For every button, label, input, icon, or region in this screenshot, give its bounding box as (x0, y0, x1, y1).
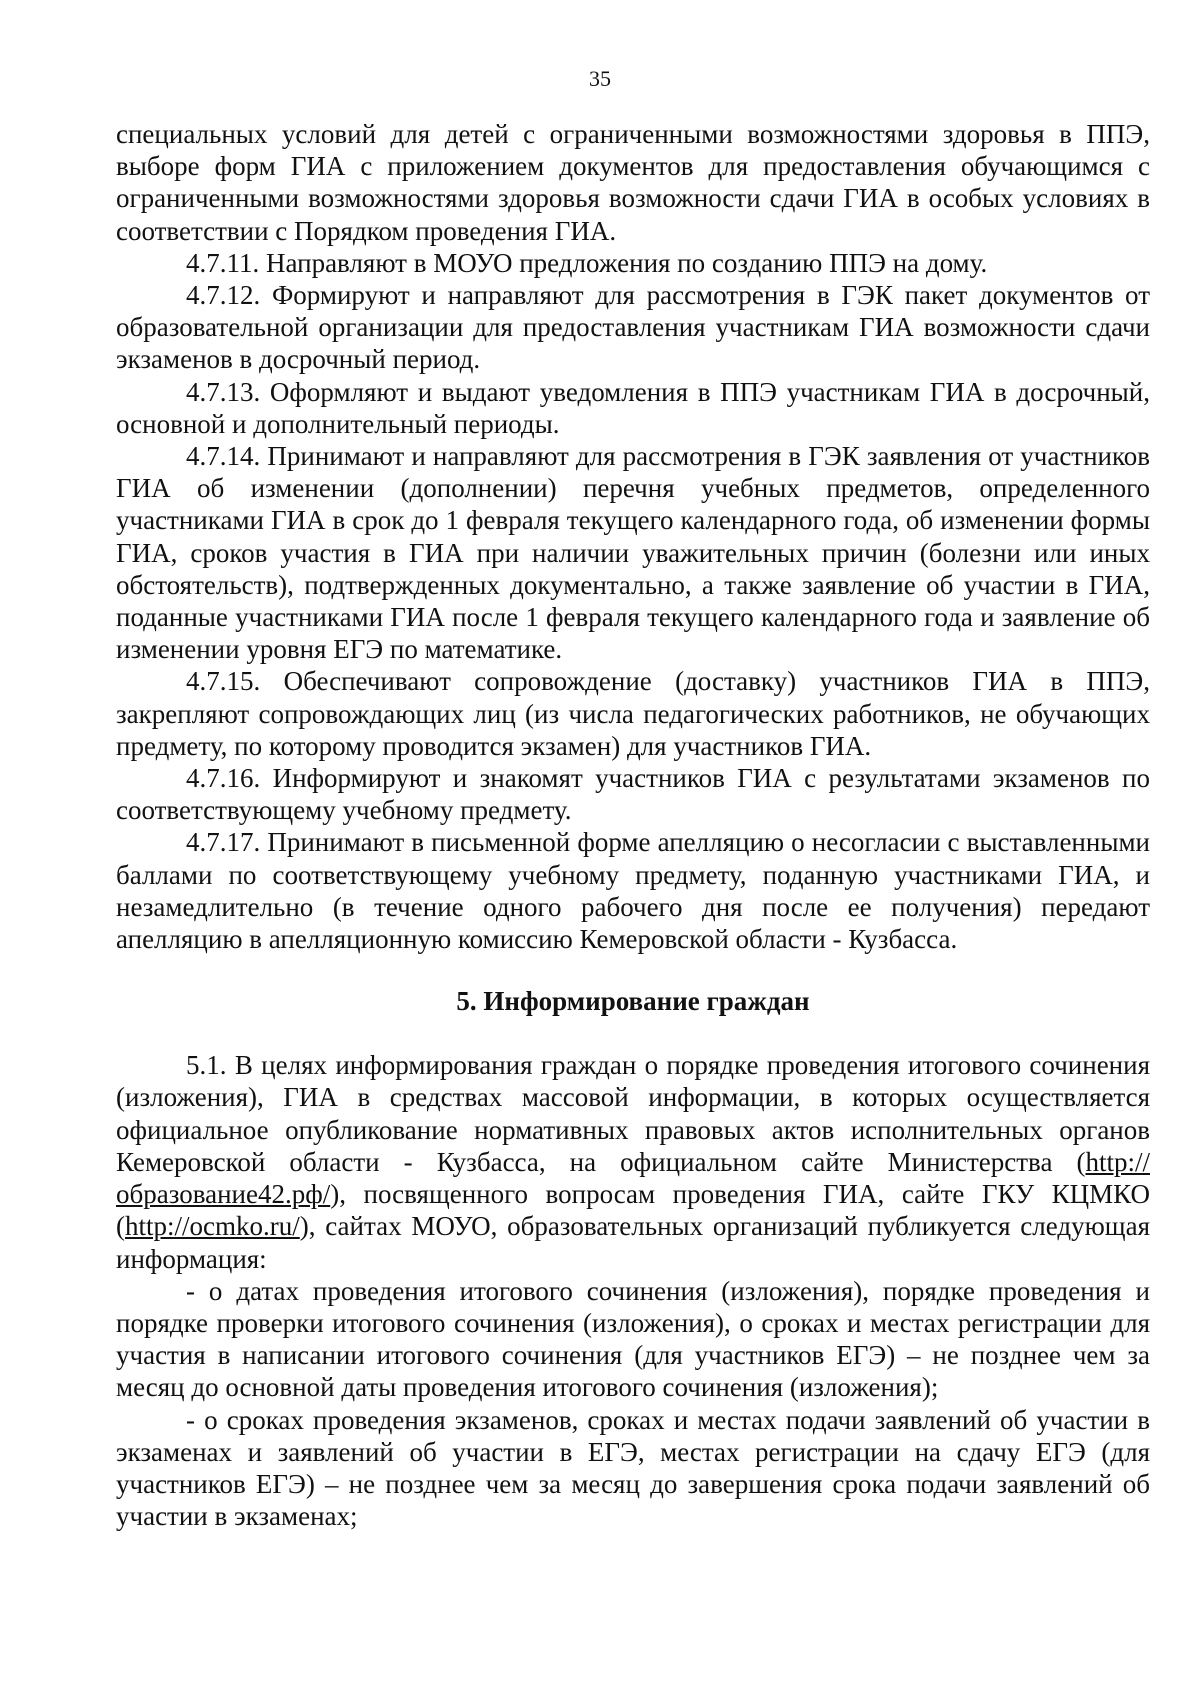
paragraph-5-1-part1: 5.1. В целях информирования граждан о порядке проведения итогового сочинения (изложения), ГИА в средствах массовой информации, в которых осуществляется официальное опубликование нормативных правовых актов исполнительных органов Кемеровской области - Кузбасса, на официальном сайте Министерства ( (116, 1050, 1150, 1177)
kcmko-site-link[interactable]: http://ocmko.ru/ (125, 1211, 300, 1242)
paragraph-5-1-part3: ), сайтах МОУО, образовательных организаций публикуется следующая информация: (116, 1211, 1150, 1274)
paragraph-p0: специальных условий для детей с ограниченными возможностями здоровья в ППЭ, выборе форм ГИА с приложением документов для предоставления обучающимся с ограниченными возможностями здоровья возможности сдачи ГИА в особых условиях в соответствии с Порядком проведения ГИА. (116, 119, 1150, 246)
page-number: 35 (589, 66, 611, 91)
paragraph-p4713: 4.7.13. Оформляют и выдают уведомления в ППЭ участникам ГИА в досрочный, основной и дополнительный периоды. (116, 376, 1150, 439)
list-item-b1: - о датах проведения итогового сочинения (изложения), порядке проведения и порядке проверки итогового сочинения (изложения), о сроках и местах регистрации для участия в написании итогового сочинения (для участников ЕГЭ) – не позднее чем за месяц до основной даты проведения итогового сочинения (изложения); (116, 1275, 1150, 1403)
paragraph-p4712: 4.7.12. Формируют и направляют для рассмотрения в ГЭК пакет документов от образовательной организации для предоставления участникам ГИА возможности сдачи экзаменов в досрочный период. (116, 280, 1150, 375)
paragraph-p4714: 4.7.14. Принимают и направляют для рассмотрения в ГЭК заявления от участников ГИА об изменении (дополнении) перечня учебных предметов, определенного участниками ГИА в срок до 1 февраля текущего календарного года, об изменении формы ГИА, сроков участия в ГИА при наличии уважительных причин (болезни или иных обстоятельств), подтвержденных документально, а также заявление об участии в ГИА, поданные участниками ГИА после 1 февраля текущего календарного года и заявление об изменении уровня ЕГЭ по математике. (116, 441, 1150, 665)
list-item-b2: - о сроках проведения экзаменов, сроках и местах подачи заявлений об участии в экзаменах и заявлений об участии в ЕГЭ, местах регистрации на сдачу ЕГЭ (для участников ЕГЭ) – не позднее чем за месяц до завершения срока подачи заявлений об участии в экзаменах; (116, 1404, 1150, 1532)
section-heading: 5. Информирование граждан (456, 986, 810, 1017)
paragraph-5-1 (116, 1049, 1150, 1274)
document-body (116, 118, 1150, 1532)
paragraph-5-1-part2: ), посвященного вопросам проведения ГИА, сайте ГКУ КЦМКО ( (116, 1179, 1150, 1242)
ministry-site-link[interactable]: http://образование42.рф/ (116, 1146, 1150, 1210)
paragraph-p4716: 4.7.16. Информируют и знакомят участников ГИА с результатами экзаменов по соответствующему учебному предмету. (116, 763, 1150, 826)
paragraph-p4715: 4.7.15. Обеспечивают сопровождение (доставку) участников ГИА в ППЭ, закрепляют сопровождающих лиц (из числа педагогических работников, не обучающих предмету, по которому проводится экзамен) для участников ГИА. (116, 666, 1150, 761)
paragraph-p4717: 4.7.17. Принимают в письменной форме апелляцию о несогласии с выставленными баллами по соответствующему учебному предмету, поданную участниками ГИА, и незамедлительно (в течение одного рабочего дня после ее получения) передают апелляцию в апелляционную комиссию Кемеровской области - Кузбасса. (116, 827, 1150, 955)
paragraph-p4711: 4.7.11. Направляют в МОУО предложения по созданию ППЭ на дому. (186, 247, 988, 278)
section-4-7-continuation (116, 118, 1150, 955)
information-list (116, 1275, 1150, 1533)
